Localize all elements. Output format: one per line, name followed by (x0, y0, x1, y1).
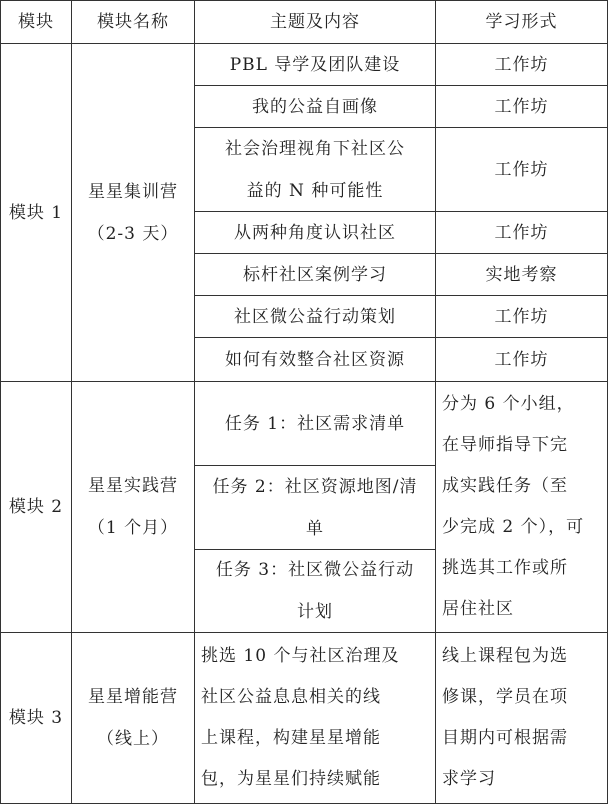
module3-label: 模块 3 (0, 633, 72, 804)
module1-format-2: 工作坊 (436, 86, 608, 128)
module1-topic-6: 社区微公益行动策划 (195, 296, 436, 338)
module1-topic-2: 我的公益自画像 (195, 86, 436, 128)
module1-topic-4: 从两种角度认识社区 (195, 212, 436, 254)
module2-task-1: 任务 1：社区需求清单 (195, 382, 436, 466)
header-module-name: 模块名称 (72, 0, 195, 44)
module1-topic-1: PBL 导学及团队建设 (195, 44, 436, 86)
module2-task-3: 任务 3：社区微公益行动 计划 (195, 550, 436, 633)
module1-format-1: 工作坊 (436, 44, 608, 86)
module2-format: 分为 6 个小组， 在导师指导下完 成实践任务（至 少完成 2 个），可 挑选其工作或所 居住社区 (436, 382, 608, 633)
module3-name: 星星增能营 （线上） (72, 633, 195, 804)
module1-name: 星星集训营 （2-3 天） (72, 44, 195, 382)
header-module: 模块 (0, 0, 72, 44)
header-topic: 主题及内容 (195, 0, 436, 44)
module2-label: 模块 2 (0, 382, 72, 633)
module1-format-5: 实地考察 (436, 254, 608, 296)
module1-format-6: 工作坊 (436, 296, 608, 338)
module1-topic-5: 标杆社区案例学习 (195, 254, 436, 296)
module1-topic-7: 如何有效整合社区资源 (195, 338, 436, 382)
module1-format-4: 工作坊 (436, 212, 608, 254)
module3-topic: 挑选 10 个与社区治理及 社区公益息息相关的线 上课程，构建星星增能 包，为星星们持续赋能 (195, 633, 436, 804)
module1-topic-3: 社会治理视角下社区公 益的 N 种可能性 (195, 128, 436, 212)
module2-name: 星星实践营 （1 个月） (72, 382, 195, 633)
module1-format-7: 工作坊 (436, 338, 608, 382)
module2-task-2: 任务 2：社区资源地图/清 单 (195, 466, 436, 550)
header-format: 学习形式 (436, 0, 608, 44)
module1-format-3: 工作坊 (436, 128, 608, 212)
module1-label: 模块 1 (0, 44, 72, 382)
module3-format: 线上课程包为选 修课，学员在项 目期内可根据需 求学习 (436, 633, 608, 804)
